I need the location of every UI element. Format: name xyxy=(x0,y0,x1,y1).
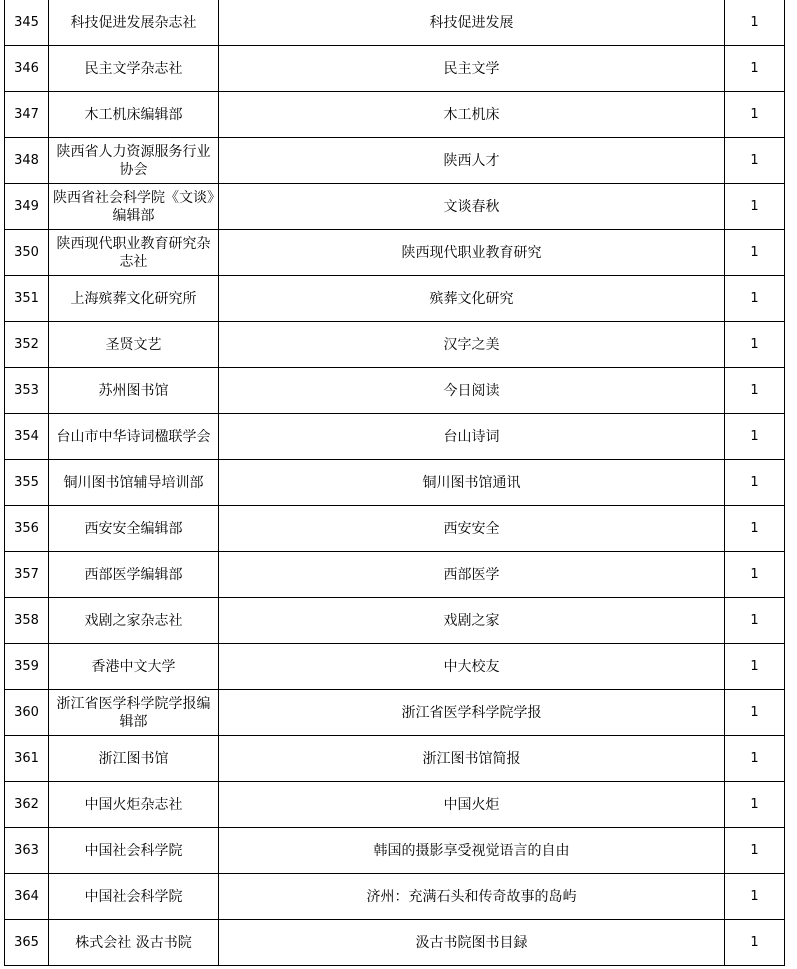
row-number-cell: 355 xyxy=(5,460,49,506)
row-number-cell: 360 xyxy=(5,690,49,736)
organization-cell: 铜川图书馆辅导培训部 xyxy=(49,460,219,506)
organization-cell: 陕西省人力资源服务行业协会 xyxy=(49,138,219,184)
organization-cell: 圣贤文艺 xyxy=(49,322,219,368)
row-number-cell: 357 xyxy=(5,552,49,598)
publication-cell: 文谈春秋 xyxy=(219,184,725,230)
organization-cell: 台山市中华诗词楹联学会 xyxy=(49,414,219,460)
row-number-cell: 362 xyxy=(5,782,49,828)
organization-cell: 浙江省医学科学院学报编辑部 xyxy=(49,690,219,736)
table-row xyxy=(5,184,785,230)
quantity-cell: 1 xyxy=(725,552,785,598)
table-row xyxy=(5,552,785,598)
organization-cell: 科技促进发展杂志社 xyxy=(49,0,219,46)
row-number-cell: 351 xyxy=(5,276,49,322)
table-row xyxy=(5,736,785,782)
row-number-cell: 353 xyxy=(5,368,49,414)
publication-cell: 殡葬文化研究 xyxy=(219,276,725,322)
organization-cell: 木工机床编辑部 xyxy=(49,92,219,138)
organization-cell: 株式会社 汲古书院 xyxy=(49,920,219,966)
quantity-cell: 1 xyxy=(725,782,785,828)
table-row xyxy=(5,0,785,46)
row-number-cell: 349 xyxy=(5,184,49,230)
table-row xyxy=(5,690,785,736)
organization-cell: 浙江图书馆 xyxy=(49,736,219,782)
quantity-cell: 1 xyxy=(725,276,785,322)
quantity-cell: 1 xyxy=(725,92,785,138)
organization-cell: 中国社会科学院 xyxy=(49,828,219,874)
quantity-cell: 1 xyxy=(725,690,785,736)
table-row xyxy=(5,46,785,92)
table-body xyxy=(5,0,785,966)
quantity-cell: 1 xyxy=(725,414,785,460)
quantity-cell: 1 xyxy=(725,644,785,690)
publication-cell: 陕西现代职业教育研究 xyxy=(219,230,725,276)
table-row xyxy=(5,828,785,874)
table-row xyxy=(5,506,785,552)
publication-cell: 民主文学 xyxy=(219,46,725,92)
donation-table xyxy=(4,0,785,966)
publication-cell: 科技促进发展 xyxy=(219,0,725,46)
row-number-cell: 359 xyxy=(5,644,49,690)
row-number-cell: 365 xyxy=(5,920,49,966)
table-row xyxy=(5,644,785,690)
organization-cell: 陕西省社会科学院《文谈》编辑部 xyxy=(49,184,219,230)
table-row xyxy=(5,322,785,368)
organization-cell: 陕西现代职业教育研究杂志社 xyxy=(49,230,219,276)
publication-cell: 济州：充满石头和传奇故事的岛屿 xyxy=(219,874,725,920)
row-number-cell: 347 xyxy=(5,92,49,138)
table-row xyxy=(5,460,785,506)
publication-cell: 韩国的摄影享受视觉语言的自由 xyxy=(219,828,725,874)
table-row xyxy=(5,782,785,828)
organization-cell: 香港中文大学 xyxy=(49,644,219,690)
table-row xyxy=(5,598,785,644)
row-number-cell: 358 xyxy=(5,598,49,644)
row-number-cell: 364 xyxy=(5,874,49,920)
publication-cell: 汉字之美 xyxy=(219,322,725,368)
quantity-cell: 1 xyxy=(725,736,785,782)
table-row xyxy=(5,920,785,966)
publication-cell: 西安安全 xyxy=(219,506,725,552)
quantity-cell: 1 xyxy=(725,0,785,46)
organization-cell: 中国社会科学院 xyxy=(49,874,219,920)
quantity-cell: 1 xyxy=(725,460,785,506)
quantity-cell: 1 xyxy=(725,828,785,874)
quantity-cell: 1 xyxy=(725,184,785,230)
organization-cell: 中国火炬杂志社 xyxy=(49,782,219,828)
organization-cell: 上海殡葬文化研究所 xyxy=(49,276,219,322)
row-number-cell: 354 xyxy=(5,414,49,460)
organization-cell: 西部医学编辑部 xyxy=(49,552,219,598)
organization-cell: 西安安全编辑部 xyxy=(49,506,219,552)
quantity-cell: 1 xyxy=(725,368,785,414)
publication-cell: 台山诗词 xyxy=(219,414,725,460)
publication-cell: 汲古书院图书目録 xyxy=(219,920,725,966)
publication-cell: 木工机床 xyxy=(219,92,725,138)
table-row xyxy=(5,92,785,138)
quantity-cell: 1 xyxy=(725,322,785,368)
row-number-cell: 356 xyxy=(5,506,49,552)
quantity-cell: 1 xyxy=(725,874,785,920)
table-row xyxy=(5,276,785,322)
table-row xyxy=(5,414,785,460)
publication-cell: 西部医学 xyxy=(219,552,725,598)
table-row xyxy=(5,874,785,920)
quantity-cell: 1 xyxy=(725,598,785,644)
organization-cell: 民主文学杂志社 xyxy=(49,46,219,92)
row-number-cell: 352 xyxy=(5,322,49,368)
publication-cell: 戏剧之家 xyxy=(219,598,725,644)
organization-cell: 戏剧之家杂志社 xyxy=(49,598,219,644)
publication-cell: 陕西人才 xyxy=(219,138,725,184)
row-number-cell: 345 xyxy=(5,0,49,46)
row-number-cell: 363 xyxy=(5,828,49,874)
quantity-cell: 1 xyxy=(725,138,785,184)
publication-cell: 浙江省医学科学院学报 xyxy=(219,690,725,736)
publication-cell: 中国火炬 xyxy=(219,782,725,828)
publication-cell: 今日阅读 xyxy=(219,368,725,414)
quantity-cell: 1 xyxy=(725,230,785,276)
quantity-cell: 1 xyxy=(725,920,785,966)
quantity-cell: 1 xyxy=(725,46,785,92)
row-number-cell: 348 xyxy=(5,138,49,184)
row-number-cell: 350 xyxy=(5,230,49,276)
row-number-cell: 361 xyxy=(5,736,49,782)
row-number-cell: 346 xyxy=(5,46,49,92)
table-row xyxy=(5,368,785,414)
publication-cell: 铜川图书馆通讯 xyxy=(219,460,725,506)
table-row xyxy=(5,230,785,276)
publication-cell: 中大校友 xyxy=(219,644,725,690)
table-row xyxy=(5,138,785,184)
organization-cell: 苏州图书馆 xyxy=(49,368,219,414)
quantity-cell: 1 xyxy=(725,506,785,552)
publication-cell: 浙江图书馆简报 xyxy=(219,736,725,782)
